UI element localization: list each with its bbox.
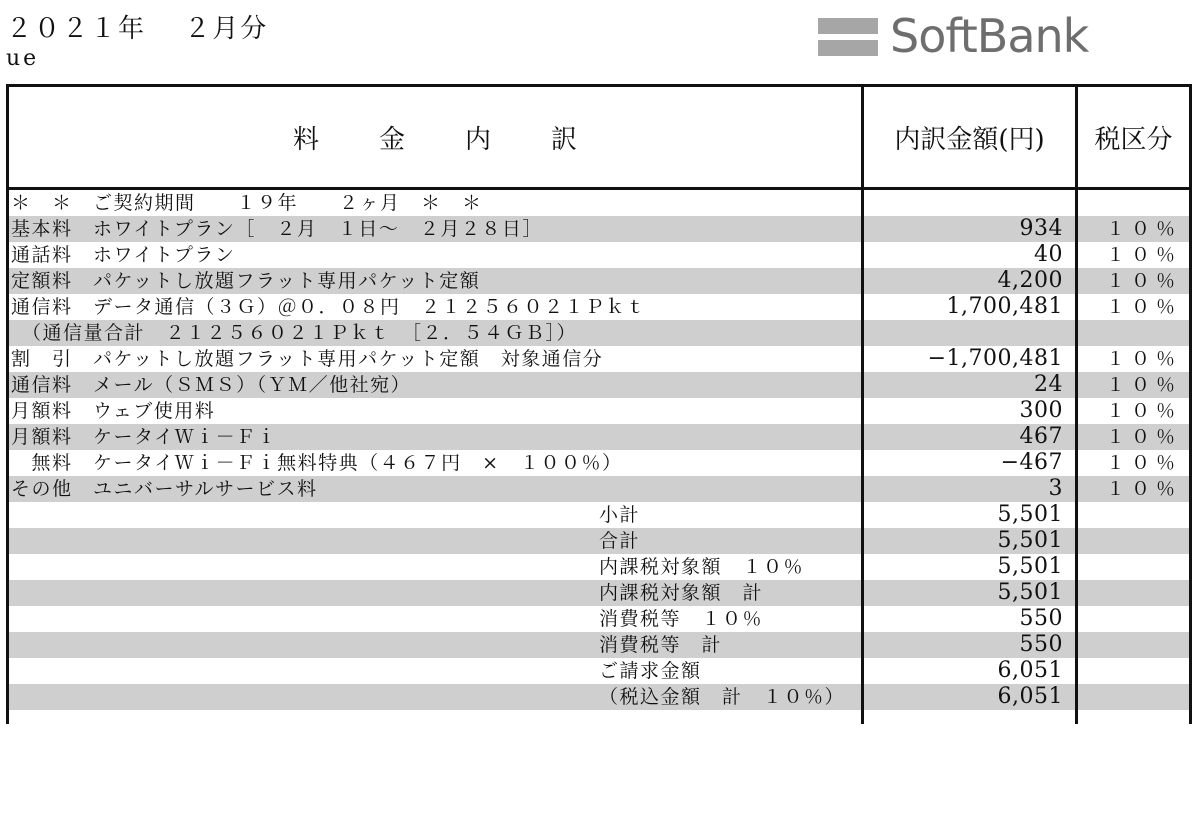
table-row <box>9 294 1189 320</box>
row-amount: 1,700,481 <box>946 294 1063 319</box>
user-name: ue <box>6 46 40 71</box>
row-item: 通信料 メール（ＳＭＳ）（ＹＭ／他社宛） <box>11 374 412 396</box>
table-row <box>9 190 1189 216</box>
table-row <box>9 346 1189 372</box>
table-row <box>9 398 1189 424</box>
summary-label: 小計 <box>599 504 641 526</box>
row-item: 月額料 ウェブ使用料 <box>11 400 216 422</box>
summary-label: 内課税対象額 １０％ <box>599 556 805 578</box>
row-tax: １０％ <box>1106 478 1182 500</box>
table-row <box>9 476 1189 502</box>
row-tax: １０％ <box>1106 452 1182 474</box>
row-amount: −1,700,481 <box>927 346 1063 371</box>
row-tax: １０％ <box>1106 400 1182 422</box>
summary-row <box>9 580 1189 606</box>
summary-row <box>9 658 1189 684</box>
table-row <box>9 372 1189 398</box>
row-item: 通話料 ホワイトプラン <box>11 244 236 266</box>
summary-amount: 6,051 <box>997 658 1063 683</box>
softbank-bars-logo-icon <box>818 14 878 58</box>
header-item: 料金内訳 <box>292 124 637 155</box>
row-item: 通信料 データ通信（３Ｇ）＠０．０８円 ２１２５６０２１Ｐｋｔ <box>11 296 647 318</box>
summary-amount: 5,501 <box>997 580 1063 605</box>
header-tax: 税区分 <box>1094 124 1173 155</box>
row-amount: 467 <box>1019 424 1063 449</box>
row-tax: １０％ <box>1106 244 1182 266</box>
summary-label: 消費税等 計 <box>599 634 723 656</box>
row-amount: 24 <box>1034 372 1063 397</box>
row-tax: １０％ <box>1106 348 1182 370</box>
summary-row <box>9 684 1189 710</box>
row-item: 定額料 パケットし放題フラット専用パケット定額 <box>11 270 481 292</box>
row-tax: １０％ <box>1106 296 1182 318</box>
summary-label: 内課税対象額 計 <box>599 582 764 604</box>
column-divider <box>861 87 864 724</box>
row-amount: 3 <box>1048 476 1063 501</box>
row-item: ＊ ＊ ご契約期間 １９年 ２ヶ月 ＊ ＊ <box>11 192 483 214</box>
table-body <box>9 190 1189 710</box>
table-row <box>9 320 1189 346</box>
summary-amount: 550 <box>1019 632 1063 657</box>
summary-label: （税込金額 計 １０％） <box>599 686 846 708</box>
row-amount: 4,200 <box>997 268 1063 293</box>
summary-amount: 6,051 <box>997 684 1063 709</box>
row-tax: １０％ <box>1106 426 1182 448</box>
summary-row <box>9 528 1189 554</box>
billing-table <box>6 84 1192 724</box>
summary-label: 合計 <box>599 530 641 552</box>
row-item: 基本料 ホワイトプラン［ ２月 １日～ ２月２８日］ <box>11 218 543 240</box>
summary-amount: 5,501 <box>997 528 1063 553</box>
row-item: （通信量合計 ２１２５６０２１Ｐｋｔ ［２．５４ＧＢ］） <box>11 322 578 344</box>
row-amount: −467 <box>1000 450 1063 475</box>
summary-row <box>9 632 1189 658</box>
summary-label: 消費税等 １０％ <box>599 608 764 630</box>
column-divider <box>1075 87 1078 724</box>
row-amount: 934 <box>1019 216 1063 241</box>
row-amount: 40 <box>1034 242 1063 267</box>
billing-period: ２０２１年 ２月分 <box>6 14 269 44</box>
row-item: その他 ユニバーサルサービス料 <box>11 478 318 500</box>
table-row <box>9 424 1189 450</box>
row-tax: １０％ <box>1106 374 1182 396</box>
summary-row <box>9 554 1189 580</box>
summary-row <box>9 606 1189 632</box>
row-item: 月額料 ケータイＷｉ－Ｆｉ <box>11 426 278 448</box>
header-amount: 内訳金額(円) <box>894 124 1045 155</box>
summary-amount: 5,501 <box>997 554 1063 579</box>
summary-row <box>9 502 1189 528</box>
summary-amount: 550 <box>1019 606 1063 631</box>
table-row <box>9 450 1189 476</box>
row-item: 割 引 パケットし放題フラット専用パケット定額 対象通信分 <box>11 348 604 370</box>
row-amount: 300 <box>1019 398 1063 423</box>
table-row <box>9 242 1189 268</box>
row-tax: １０％ <box>1106 218 1182 240</box>
logo-text: SoftBank <box>890 9 1089 63</box>
table-row <box>9 216 1189 242</box>
softbank-logo <box>818 8 1088 64</box>
table-row <box>9 268 1189 294</box>
summary-label: ご請求金額 <box>599 660 702 682</box>
row-item: 無料 ケータイＷｉ－Ｆｉ無料特典（４６７円 × １００％） <box>11 452 623 474</box>
summary-amount: 5,501 <box>997 502 1063 527</box>
row-tax: １０％ <box>1106 270 1182 292</box>
